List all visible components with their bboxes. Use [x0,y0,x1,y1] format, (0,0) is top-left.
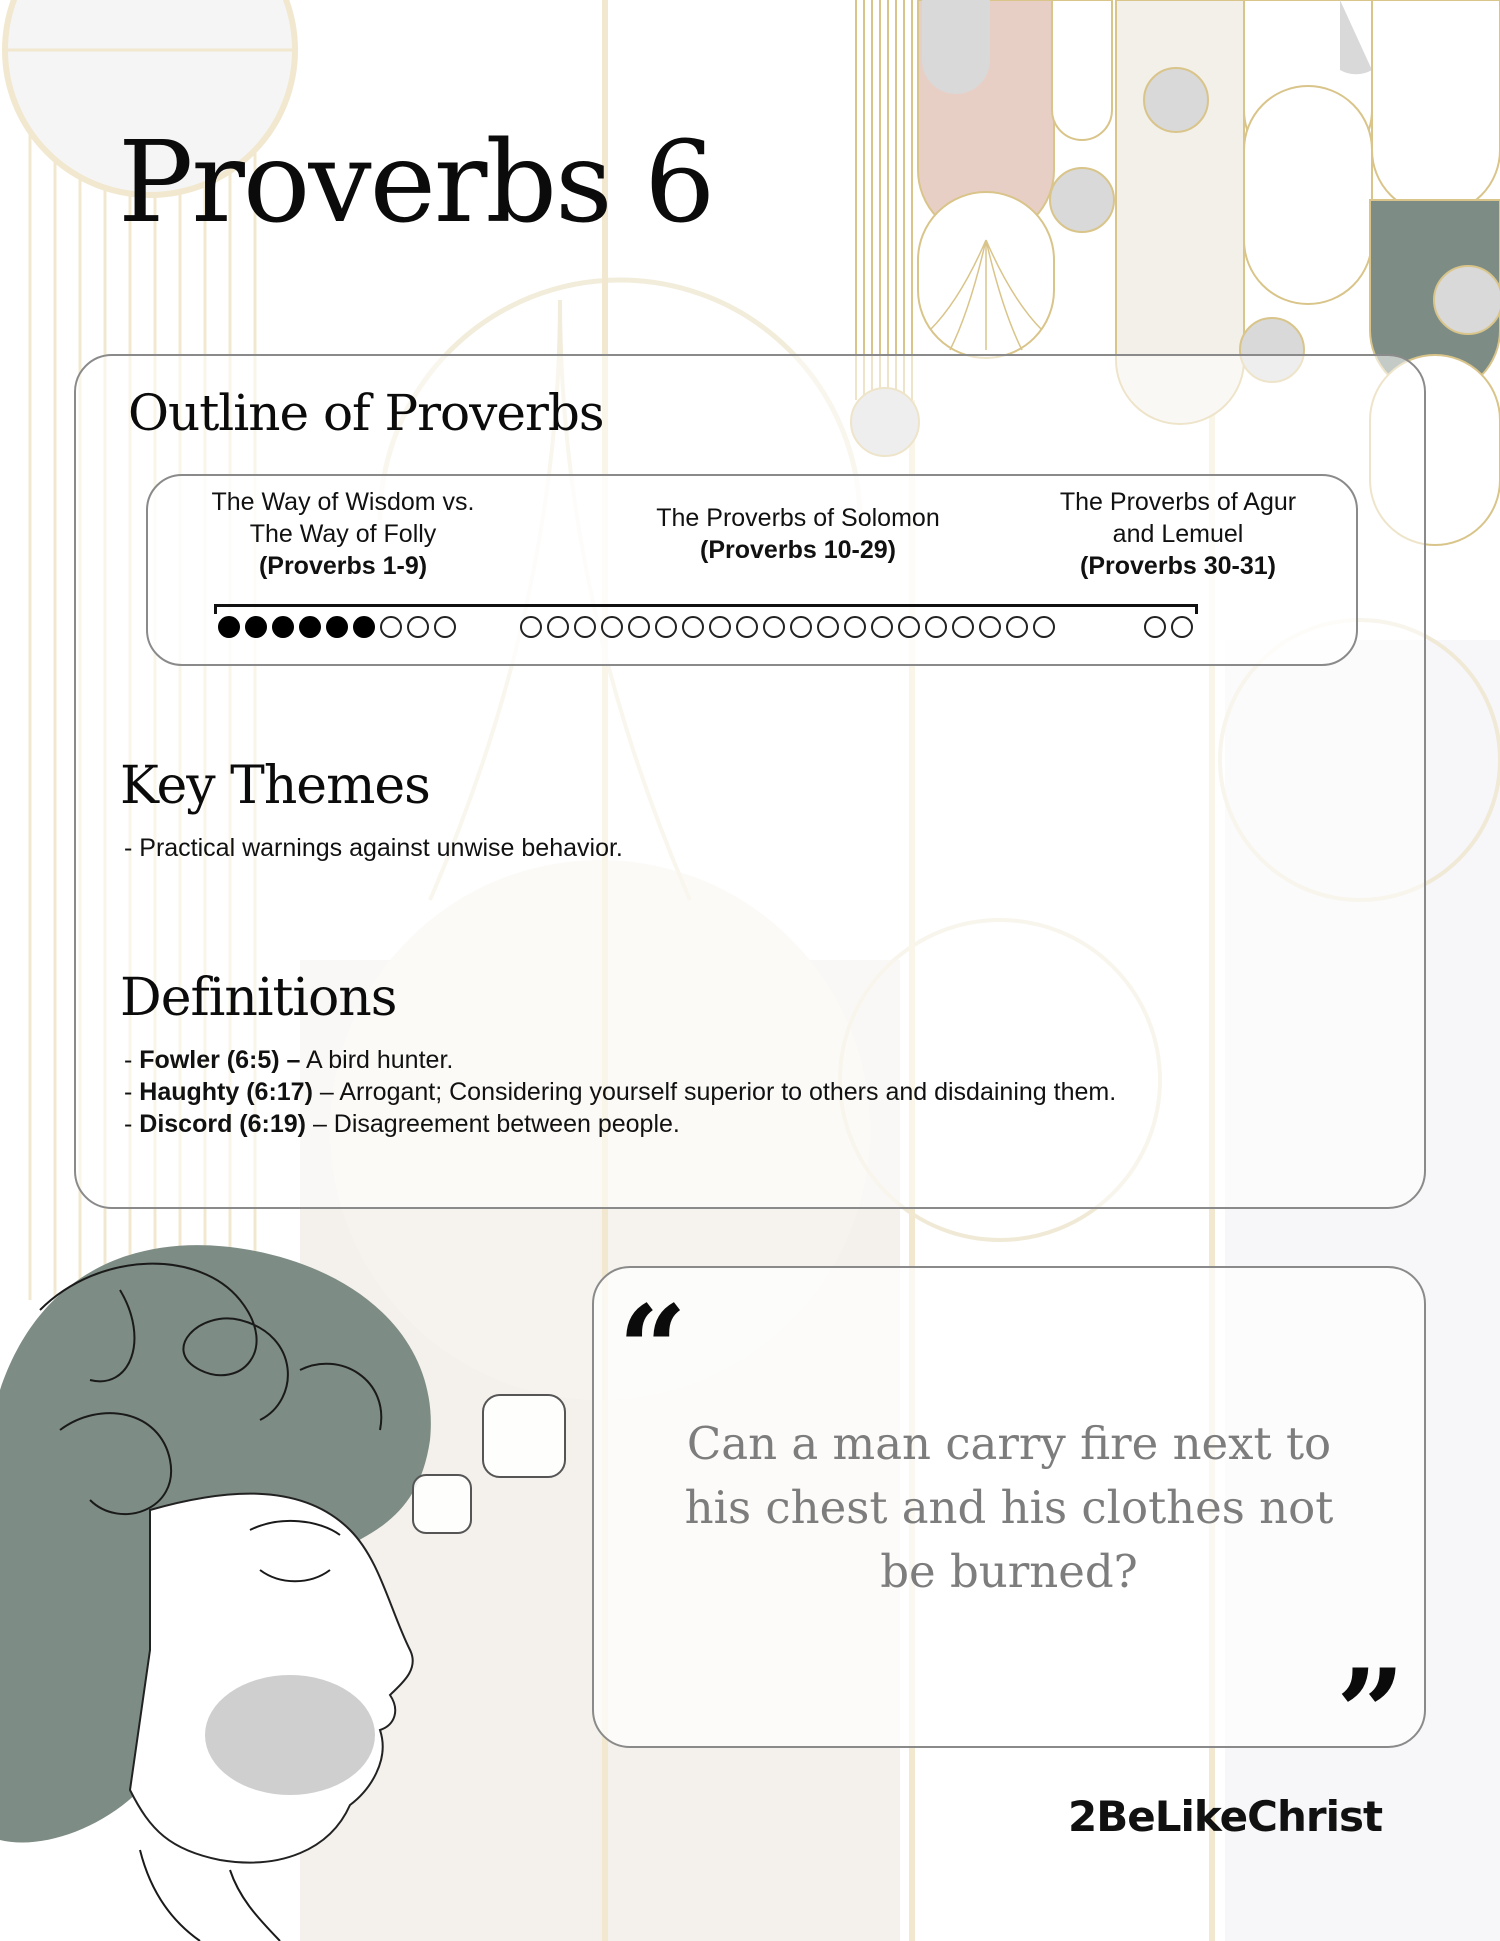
timeline-bracket [214,604,1198,614]
chapter-dot [871,616,893,638]
chapter-dot [1144,616,1166,638]
thought-bubble-small [412,1474,472,1534]
definition-text: – Arrogant; Considering yourself superior to others and disdaining them. [312,1078,1117,1106]
chapter-dot [353,616,375,638]
beard-shape [205,1675,375,1795]
quote-card [592,1266,1426,1784]
section-reference: (Proverbs 10-29) [700,536,896,564]
definitions-list [124,1044,1116,1140]
chapter-dots-group-2 [520,616,1055,638]
definition-term: Haughty (6:17) [139,1078,313,1106]
chapter-dot [434,616,456,638]
chapter-dot [817,616,839,638]
chapter-dot [574,616,596,638]
chapter-dot [790,616,812,638]
page-title: Proverbs 6 [118,118,714,248]
outline-card [74,354,1426,1209]
chapter-dot [299,616,321,638]
portrait-illustration [0,1230,470,1941]
outline-section-wisdom-vs-folly [178,486,508,582]
definition-item [124,1108,1116,1140]
section-title-line: The Proverbs of Agur [1059,488,1297,516]
section-reference: (Proverbs 1-9) [258,552,428,580]
outline-heading: Outline of Proverbs [128,384,604,442]
chapter-dot [763,616,785,638]
chapter-dot [898,616,920,638]
chapter-dot [326,616,348,638]
chapter-dot [979,616,1001,638]
section-title-line: The Way of Folly [249,520,437,548]
definition-item [124,1044,1116,1076]
section-title-line: and Lemuel [1112,520,1244,548]
chapter-dot [272,616,294,638]
section-reference: (Proverbs 30-31) [1080,552,1276,580]
definition-text: – Disagreement between people. [306,1110,680,1138]
quote-text: Can a man carry fire next to his chest and his clothes not be burned? [684,1417,1334,1598]
chapter-dots-group-1 [218,616,456,638]
thought-bubble-large [482,1394,566,1478]
chapter-dot [709,616,731,638]
definition-item [124,1076,1116,1108]
section-title-line: The Way of Wisdom vs. [211,488,475,516]
key-theme-item: - Practical warnings against unwise behavior. [124,834,623,862]
definitions-heading: Definitions [120,968,397,1028]
chapter-dot [380,616,402,638]
definition-prefix: - [124,1046,140,1074]
section-title-line: The Proverbs of Solomon [656,504,940,532]
chapter-dot [1033,616,1055,638]
outline-section-agur-lemuel [1028,486,1328,582]
key-themes-heading: Key Themes [120,756,430,816]
close-quote-icon: ” [1336,1643,1406,1784]
chapter-dot [736,616,758,638]
chapter-dot [952,616,974,638]
chapter-dots-group-3 [1144,616,1193,638]
chapter-dot [547,616,569,638]
open-quote-icon: “ [618,1279,688,1420]
chapter-dot [655,616,677,638]
definition-term: Fowler (6:5) – [139,1046,301,1074]
definition-prefix: - [124,1078,140,1106]
brand-logo-text: 2BeLikeChrist [1068,1792,1383,1841]
chapter-dot [245,616,267,638]
chapter-dot [1006,616,1028,638]
chapter-dot [407,616,429,638]
chapter-dot [925,616,947,638]
chapter-dot [520,616,542,638]
chapter-dot [1171,616,1193,638]
definition-prefix: - [124,1110,140,1138]
outline-timeline [146,474,1358,666]
chapter-dot [628,616,650,638]
definition-text: A bird hunter. [300,1046,454,1074]
definition-term: Discord (6:19) [139,1110,306,1138]
chapter-dot [218,616,240,638]
outline-section-solomon [618,502,978,566]
chapter-dot [682,616,704,638]
chapter-dot [601,616,623,638]
chapter-dot [844,616,866,638]
